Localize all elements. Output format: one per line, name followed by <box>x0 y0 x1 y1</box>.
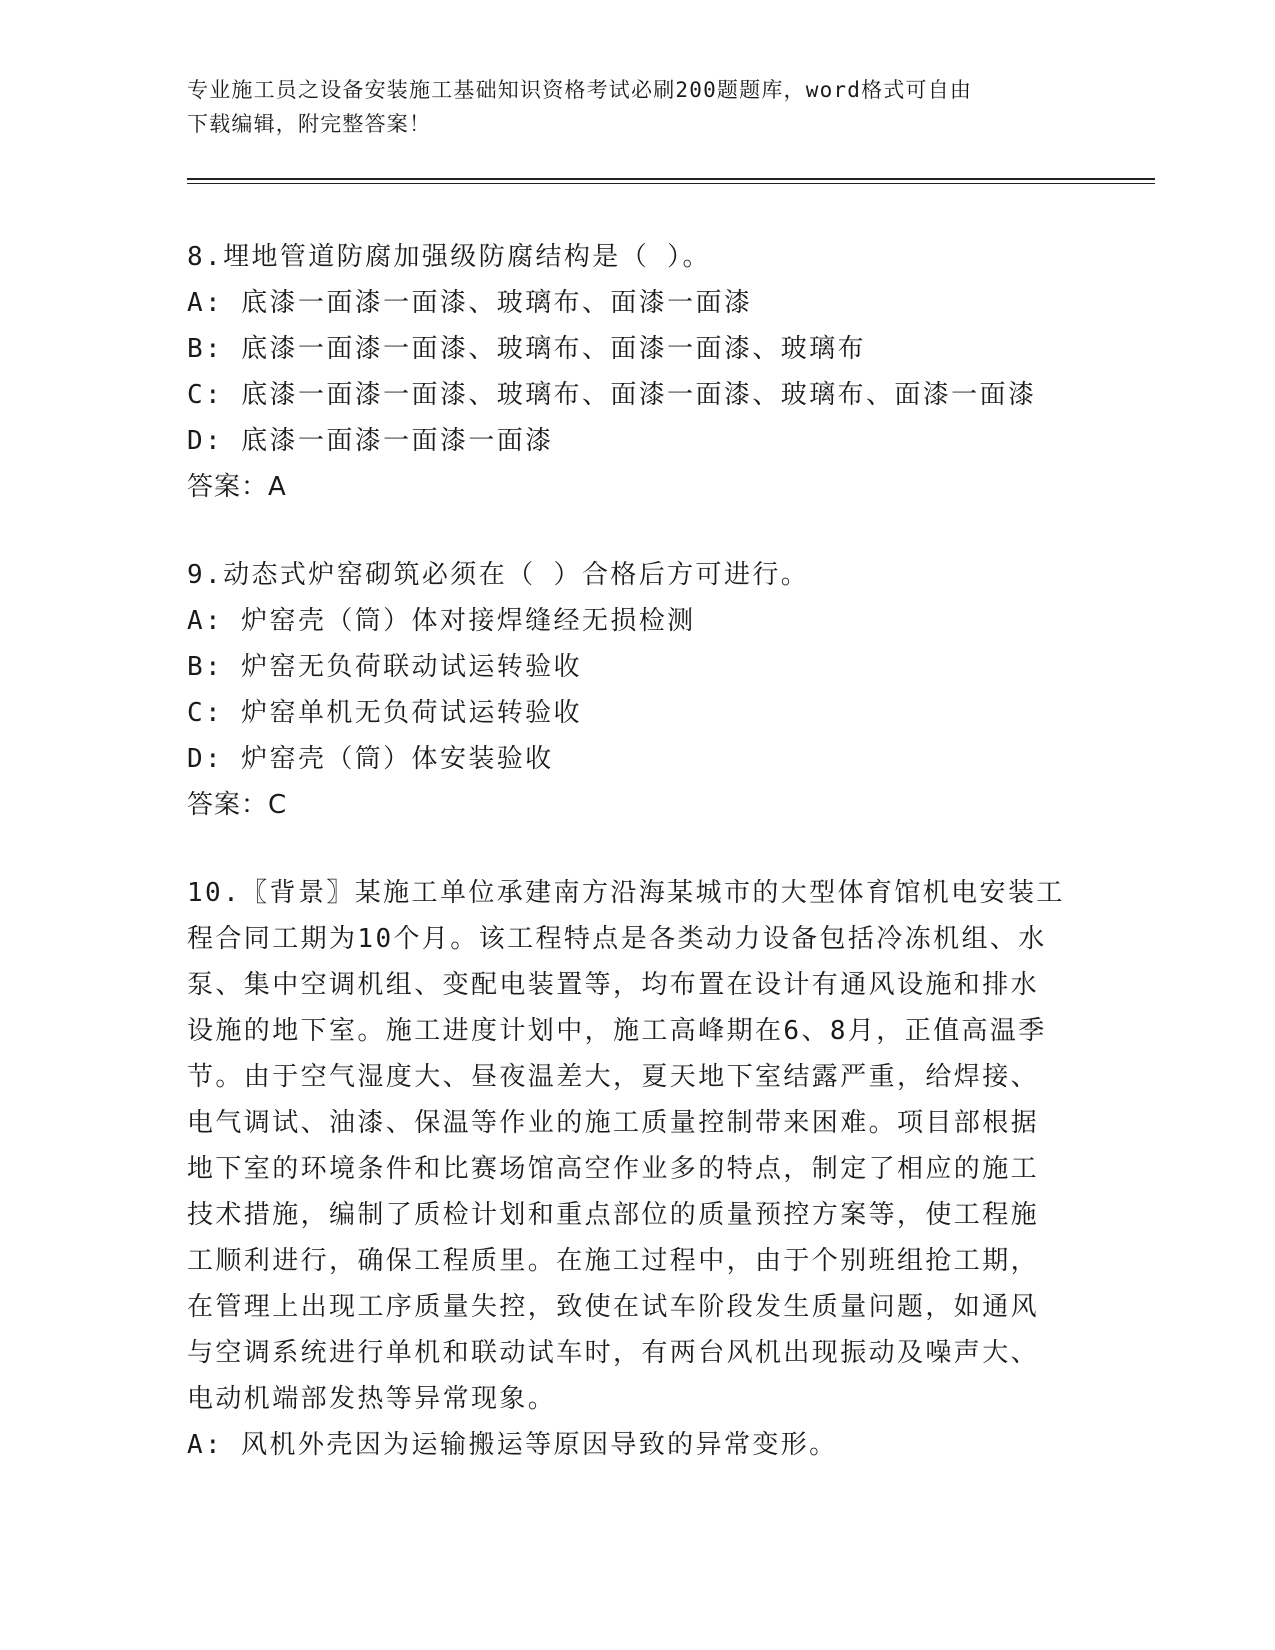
question-8 <box>187 234 1067 510</box>
question-stem-line: 电气调试、油漆、保温等作业的施工质量控制带来困难。项目部根据 <box>187 1108 1040 1138</box>
question-stem-line: 技术措施，编制了质检计划和重点部位的质量预控方案等，使工程施 <box>187 1200 1040 1230</box>
question-9 <box>187 552 1067 828</box>
header-line-1: 专业施工员之设备安装施工基础知识资格考试必刷200题题库，word格式可自由 <box>187 78 973 102</box>
option-c: C: 炉窑单机无负荷试运转验收 <box>187 698 582 728</box>
header-line-2: 下载编辑，附完整答案！ <box>187 112 432 136</box>
question-10 <box>187 870 1067 1468</box>
option-a: A: 炉窑壳（筒）体对接焊缝经无损检测 <box>187 606 696 636</box>
question-stem-line: 与空调系统进行单机和联动试车时，有两台风机出现振动及噪声大、 <box>187 1338 1040 1368</box>
option-a: A: 风机外壳因为运输搬运等原因导致的异常变形。 <box>187 1430 838 1460</box>
question-stem-line: 电动机端部发热等异常现象。 <box>187 1384 557 1414</box>
question-stem-line: 设施的地下室。施工进度计划中，施工高峰期在6、8月，正值高温季 <box>187 1016 1047 1046</box>
question-stem-line: 在管理上出现工序质量失控，致使在试车阶段发生质量问题，如通风 <box>187 1292 1040 1322</box>
answer-text: 答案：C <box>187 790 288 820</box>
header-divider-thick <box>187 178 1155 180</box>
question-stem-line: 节。由于空气湿度大、昼夜温差大，夏天地下室结露严重，给焊接、 <box>187 1062 1040 1092</box>
option-c: C: 底漆一面漆一面漆、玻璃布、面漆一面漆、玻璃布、面漆一面漆 <box>187 380 1037 410</box>
document-header <box>187 73 1087 141</box>
question-stem-line: 工顺利进行，确保工程质里。在施工过程中，由于个别班组抢工期， <box>187 1246 1040 1276</box>
answer-text: 答案：A <box>187 472 287 502</box>
question-stem-line: 地下室的环境条件和比赛场馆高空作业多的特点，制定了相应的施工 <box>187 1154 1040 1184</box>
option-b: B: 炉窑无负荷联动试运转验收 <box>187 652 582 682</box>
header-divider-thin <box>187 183 1155 184</box>
option-d: D: 炉窑壳（筒）体安装验收 <box>187 744 554 774</box>
option-a: A: 底漆一面漆一面漆、玻璃布、面漆一面漆 <box>187 288 753 318</box>
question-stem-line: 10.〖背景〗某施工单位承建南方沿海某城市的大型体育馆机电安装工 <box>187 878 1065 908</box>
option-b: B: 底漆一面漆一面漆、玻璃布、面漆一面漆、玻璃布 <box>187 334 866 364</box>
option-d: D: 底漆一面漆一面漆一面漆 <box>187 426 554 456</box>
question-stem: 9.动态式炉窑砌筑必须在（ ）合格后方可进行。 <box>187 560 810 590</box>
question-stem: 8.埋地管道防腐加强级防腐结构是（ ）。 <box>187 242 711 272</box>
question-stem-line: 泵、集中空调机组、变配电装置等，均布置在设计有通风设施和排水 <box>187 970 1040 1000</box>
question-stem-line: 程合同工期为10个月。该工程特点是各类动力设备包括冷冻机组、水 <box>187 924 1047 954</box>
